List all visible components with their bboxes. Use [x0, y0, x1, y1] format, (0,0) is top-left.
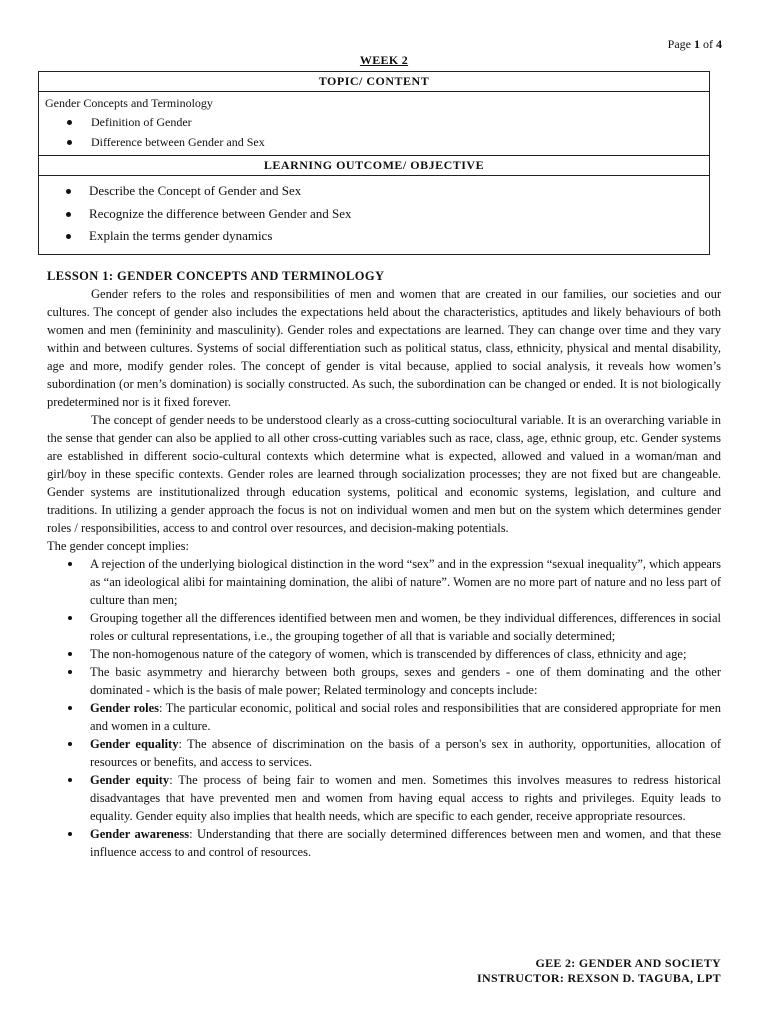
- footer-course: GEE 2: GENDER AND SOCIETY: [535, 956, 721, 970]
- concept-text: : The particular economic, political and social roles and responsibilities that are considered appropriate for men and women in a culture.: [90, 701, 721, 733]
- concept-item: [47, 645, 721, 663]
- concept-text: A rejection of the underlying biological distinction in the word “sex” and in the expression “sexual inequality”, which appears as “an ideological alibi for maintaining domination, the alibi of nature”. Women are no more part of nature and no less part of culture than men;: [90, 557, 721, 607]
- concept-item: [47, 735, 721, 771]
- concept-item: [47, 609, 721, 645]
- footer-instructor: INSTRUCTOR: REXSON D. TAGUBA, LPT: [477, 971, 721, 985]
- objective-content: [39, 176, 709, 254]
- concept-text: Grouping together all the differences identified between men and women, be they individual differences, differences in social roles or cultural representations, i.e., the grouping together of all that is variable and socially determined;: [90, 611, 721, 643]
- page-label: Page: [667, 37, 691, 51]
- outline-table: [38, 71, 710, 255]
- page-total: 4: [716, 37, 722, 51]
- concept-item: [47, 555, 721, 609]
- concept-item: [47, 771, 721, 825]
- page-current: 1: [694, 37, 700, 51]
- concept-text: The basic asymmetry and hierarchy between both groups, sexes and genders - one of them dominating and the other dominated - which is the basis of male power; Related terminology and concepts include:: [90, 665, 721, 697]
- lesson-title: LESSON 1: GENDER CONCEPTS AND TERMINOLOGY: [47, 269, 385, 283]
- lesson-paragraph: Gender refers to the roles and responsibilities of men and women that are created in our families, our societies and our cultures. The concept of gender also includes the expectations held about the characteristics, aptitudes and likely behaviours of both women and men (femininity and masculinity). Gender roles and expectations are learned. They can change over time and they vary within and between cultures. Systems of social differentiation such as political status, class, ethnicity, physical and mental disability, age and more, modify gender roles. The concept of gender is vital because, applied to social analysis, it reveals how women’s subordination (or men’s domination) is socially constructed. As such, the subordination can be changed or ended. It is not biologically predetermined nor is it fixed forever.: [47, 287, 721, 409]
- concept-list: [47, 555, 721, 861]
- lesson-content: [47, 267, 721, 861]
- concept-text: The non-homogenous nature of the category of women, which is transcended by differences of class, ethnicity and age;: [90, 647, 687, 661]
- week-title: WEEK 2: [359, 53, 409, 67]
- lesson-paragraph: The concept of gender needs to be understood clearly as a cross-cutting sociocultural variable. It is an overarching variable in the sense that gender can also be applied to all other cross-cutting variables such as race, class, age, ethnic group, etc. Gender systems are established in different socio-cultural contexts which determine what is expected, allowed and valued in a woman/man and girl/boy in these specific contexts. Gender roles are learned through socialization processes; they are not fixed but are changeable. Gender systems are institutionalized through education systems, political and economic systems, legislation, and culture and traditions. In utilizing a gender approach the focus is not on individual women and men but on the system which determines gender roles / responsibilities, access to and control over resources, and decision-making potentials.: [47, 413, 721, 535]
- concept-term: Gender awareness: [90, 827, 190, 841]
- concept-term: Gender equality: [90, 737, 179, 751]
- page-footer: [477, 956, 721, 986]
- objective-list: [45, 180, 703, 248]
- concept-text: : The absence of discrimination on the basis of a person's sex in authority, opportunities, allocation of resources or benefits, and access to services.: [90, 737, 722, 769]
- topic-item: Definition of Gender: [45, 112, 703, 132]
- objective-item: Recognize the difference between Gender and Sex: [45, 203, 703, 226]
- page-of: of: [703, 37, 713, 51]
- concept-term: Gender equity: [90, 773, 170, 787]
- page-number: [668, 37, 722, 52]
- objective-item: Explain the terms gender dynamics: [45, 225, 703, 248]
- concept-term: Gender roles: [90, 701, 159, 715]
- topic-content: [39, 92, 709, 156]
- topic-list: [45, 112, 703, 152]
- topic-heading: TOPIC/ CONTENT: [39, 72, 709, 92]
- implies-intro: The gender concept implies:: [47, 539, 189, 553]
- concept-text: : Understanding that there are socially determined differences between men and women, and that these influence access to and control of resources.: [90, 827, 722, 859]
- concept-item: [47, 663, 721, 699]
- objective-item: Describe the Concept of Gender and Sex: [45, 180, 703, 203]
- objective-heading: LEARNING OUTCOME/ OBJECTIVE: [39, 156, 709, 176]
- concept-item: [47, 699, 721, 735]
- concept-text: : The process of being fair to women and men. Sometimes this involves measures to redress historical disadvantages that have prevented men and women from having equal access to rights and privileges. Equity leads to equality. Gender equity also implies that health needs, which are specific to each gender, receive appropriate resources.: [90, 773, 721, 823]
- concept-item: [47, 825, 721, 861]
- topic-title: Gender Concepts and Terminology: [45, 96, 213, 110]
- topic-item: Difference between Gender and Sex: [45, 132, 703, 152]
